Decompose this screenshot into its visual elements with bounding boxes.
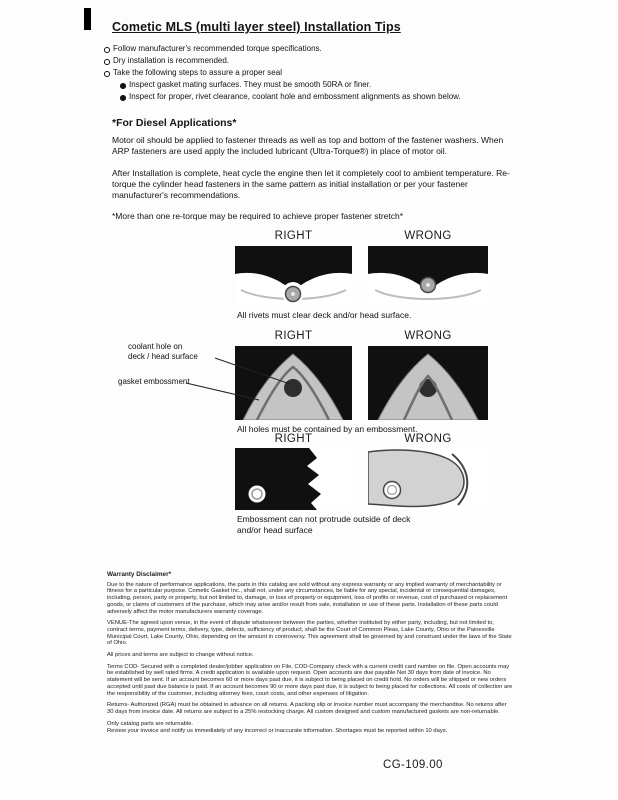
warranty-disclaimer xyxy=(107,572,514,740)
bolt-hole xyxy=(384,482,401,499)
list-item: Take the following steps to assure a proper seal xyxy=(103,67,543,79)
disclaimer-paragraph: Only catalog parts are returnable. xyxy=(107,720,194,727)
label-connector-lines xyxy=(180,350,295,405)
wrong-header-row2: WRONG xyxy=(404,330,452,342)
caption-protrusion: Embossment can not protrude outside of deck and/or head surface xyxy=(237,514,411,535)
gasket-embossment-label: gasket embossment xyxy=(118,377,190,386)
wrong-header-row3: WRONG xyxy=(404,433,452,445)
list-item: Follow manufacturer's recommended torque specifications. xyxy=(103,43,543,55)
disclaimer-paragraph: Due to the nature of performance applications, the parts in this catalog are sold without any express warranty or any implied warranty of merchantability or fitness for a particular purpose. Cometic Gasket Inc., shall not, under any circumstances, be liable for any special, incidental or consequential damages, including, person, party or property, but not limited to, damage, or loss of property or equipment, loss of profits or revenue, cost of purchased or replacement goods, or claims of customers of the purchase, which may arise and/or result from sale, installation or use of these parts. Installation of these parts could adversely affect the motor manufacturers warranty coverage. xyxy=(107,581,508,615)
right-header-row2: RIGHT xyxy=(274,330,313,342)
disclaimer-heading: Warranty Disclaimer* xyxy=(107,571,172,578)
disclaimer-paragraph: Terms COD- Secured with a completed dealer/jobber application on File, COD-Company check with a current credit card number on file. Open accounts may be established by well rated firms. A credit application is available upon request. Open accounts are due payable Net 30 days from date of invoice. No statement will be sent. If an account becomes 60 or more days past due, it is subject to being placed on credit hold. No orders will be shipped or new orders accepted until past due balance is paid. If an account becomes 90 or more days past due, it is subject to being placed for collections. All costs of collection are the responsibility of the customer, including attorney fees, court costs, and other expenses of litigation. xyxy=(107,663,513,697)
registration-mark xyxy=(84,8,91,30)
wrong-header-row1: WRONG xyxy=(404,230,452,242)
rivet-right-diagram xyxy=(235,246,352,306)
protrusion-right-diagram xyxy=(235,448,352,510)
page-number: CG-109.00 xyxy=(383,759,443,771)
protrusion-wrong-diagram xyxy=(368,448,488,510)
page-title: Cometic MLS (multi layer steel) Installation Tips xyxy=(112,20,401,34)
installation-tips-list xyxy=(103,43,543,103)
list-item: Dry installation is recommended. xyxy=(103,55,543,67)
coolant-hole-label: coolant hole on deck / head surface xyxy=(128,342,198,361)
retorque-note: *More than one re-torque may be required to achieve proper fastener stretch* xyxy=(112,211,404,221)
coolant-hole xyxy=(419,379,437,397)
disclaimer-paragraph: All prices and terms are subject to change without notice. xyxy=(107,652,254,659)
diesel-paragraph-1: Motor oil should be applied to fastener threads as well as top and bottom of the fastener washers. When ARP fasteners are used apply the included lubricant (Ultra-Torque®) in place of motor oil. xyxy=(112,135,504,156)
bolt-hole xyxy=(249,486,266,503)
rivet-wrong-diagram xyxy=(368,246,488,306)
disclaimer-paragraph: VENUE-The agreed upon venue, in the event of dispute whatsoever between the parties, whether instituted by either party, including, but not limited to, contract terms, payment terms, delivery, type, defects, sufficiency of product, shall be the Court of Common Pleas, Lake County, Ohio or the Painesville Municipal Court, Lake County, Ohio, depending on the amount in controversy. This agreement shall be governed by and construed under the laws of the State of Ohio. xyxy=(107,620,512,647)
sub-list xyxy=(119,79,543,103)
caption-rivets: All rivets must clear deck and/or head surface. xyxy=(237,310,412,320)
list-item: Inspect for proper, rivet clearance, coolant hole and embossment alignments as shown below. xyxy=(119,91,543,103)
caption-embossment: All holes must be contained by an embossment. xyxy=(237,424,418,434)
disclaimer-paragraph: Returns- Authorized (RGA) must be obtained in advance on all returns. A packing slip or invoice number must accompany the merchandise. No returns after 30 days from invoice date. All returns are subject to a 25% restocking charge. All custom designed and custom manufactured gaskets are non-returnable. xyxy=(107,702,507,715)
diesel-paragraph-2: After Installation is complete, heat cycle the engine then let it completely cool to ambient temperature. Re-torque the cylinder head fasteners in the same pattern as initial installation or per your fastener manufacturer's recommendations. xyxy=(112,168,510,200)
list-item: Inspect gasket mating surfaces. They must be smooth 50RA or finer. xyxy=(119,79,543,91)
embossment-wrong-diagram xyxy=(368,346,488,420)
disclaimer-paragraph: Review your invoice and notify us immediately of any incorrect or inaccurate information. Shortages must be reported within 10 days. xyxy=(107,728,448,735)
diesel-applications-heading: *For Diesel Applications* xyxy=(112,117,237,129)
right-header-row1: RIGHT xyxy=(274,230,313,242)
right-header-row3: RIGHT xyxy=(274,433,313,445)
